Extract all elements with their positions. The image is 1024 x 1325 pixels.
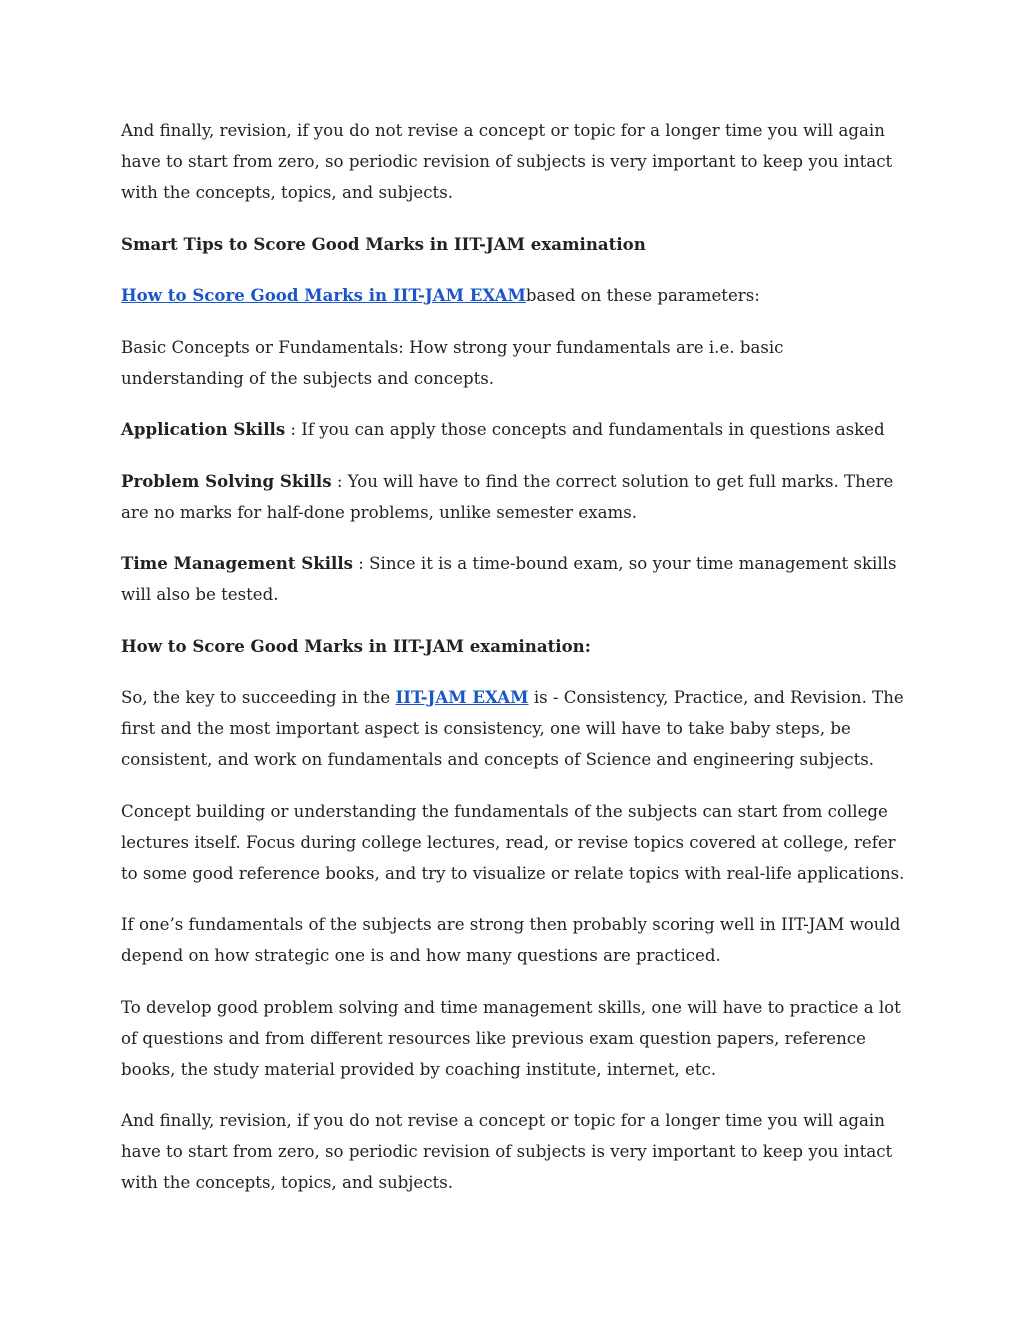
smart-tips-heading: Smart Tips to Score Good Marks in IIT-JAM examination	[121, 233, 646, 254]
basic-concepts-paragraph: Basic Concepts or Fundamentals: How strong your fundamentals are i.e. basic understanding of the subjects and concepts.	[121, 337, 784, 388]
strong-fundamentals-paragraph: If one’s fundamentals of the subjects are strong then probably scoring well in IIT-JAM would depend on how strategic one is and how many questions are practiced.	[121, 915, 901, 965]
key-text-before: So, the key to succeeding in the	[121, 688, 396, 707]
how-to-score-heading: How to Score Good Marks in IIT-JAM examination:	[121, 635, 591, 656]
revision-paragraph-top: And finally, revision, if you do not revise a concept or topic for a longer time you will again have to start from zero, so periodic revision of subjects is very important to keep you intact with the concepts, topics, and subjects.	[121, 121, 893, 202]
time-management-term: Time Management Skills	[121, 553, 353, 573]
key-to-success-paragraph	[121, 682, 911, 775]
parameters-paragraph	[121, 280, 911, 311]
develop-skills-paragraph: To develop good problem solving and time management skills, one will have to practice a lot of questions and from different resources like previous exam question papers, reference books, the study material provided by coaching institute, internet, etc.	[121, 997, 901, 1079]
iit-jam-exam-link[interactable]: IIT-JAM EXAM	[395, 687, 529, 707]
time-management-text: : Since it is a time-bound exam, so your time management skills will also be tested.	[121, 554, 897, 604]
revision-paragraph-bottom: And finally, revision, if you do not revise a concept or topic for a longer time you will again have to start from zero, so periodic revision of subjects is very important to keep you intact with the concepts, topics, and subjects.	[121, 1111, 893, 1192]
application-skills-text: : If you can apply those concepts and fundamentals in questions asked	[285, 420, 885, 439]
score-good-marks-link[interactable]: How to Score Good Marks in IIT-JAM EXAM	[121, 285, 526, 305]
document-page	[121, 115, 911, 1219]
application-skills-term: Application Skills	[121, 419, 286, 439]
concept-building-paragraph: Concept building or understanding the fundamentals of the subjects can start from college lectures itself. Focus during college lectures, read, or revise topics covered at college, refer to some good reference books, and try to visualize or relate topics with real-life applications.	[121, 801, 905, 883]
problem-solving-term: Problem Solving Skills	[121, 470, 332, 491]
problem-solving-paragraph	[121, 466, 911, 528]
problem-solving-text: : You will have to find the correct solution to get full marks. There are no marks for half-done problems, unlike semester exams.	[121, 471, 894, 522]
time-management-paragraph	[121, 548, 911, 610]
key-text-after: is - Consistency, Practice, and Revision. The first and the most important aspect is consistency, one will have to take baby steps, be consistent, and work on fundamentals and concepts of Science and engineering subjects.	[121, 688, 904, 769]
application-skills-paragraph	[121, 414, 911, 445]
parameters-text: based on these parameters:	[525, 286, 760, 305]
